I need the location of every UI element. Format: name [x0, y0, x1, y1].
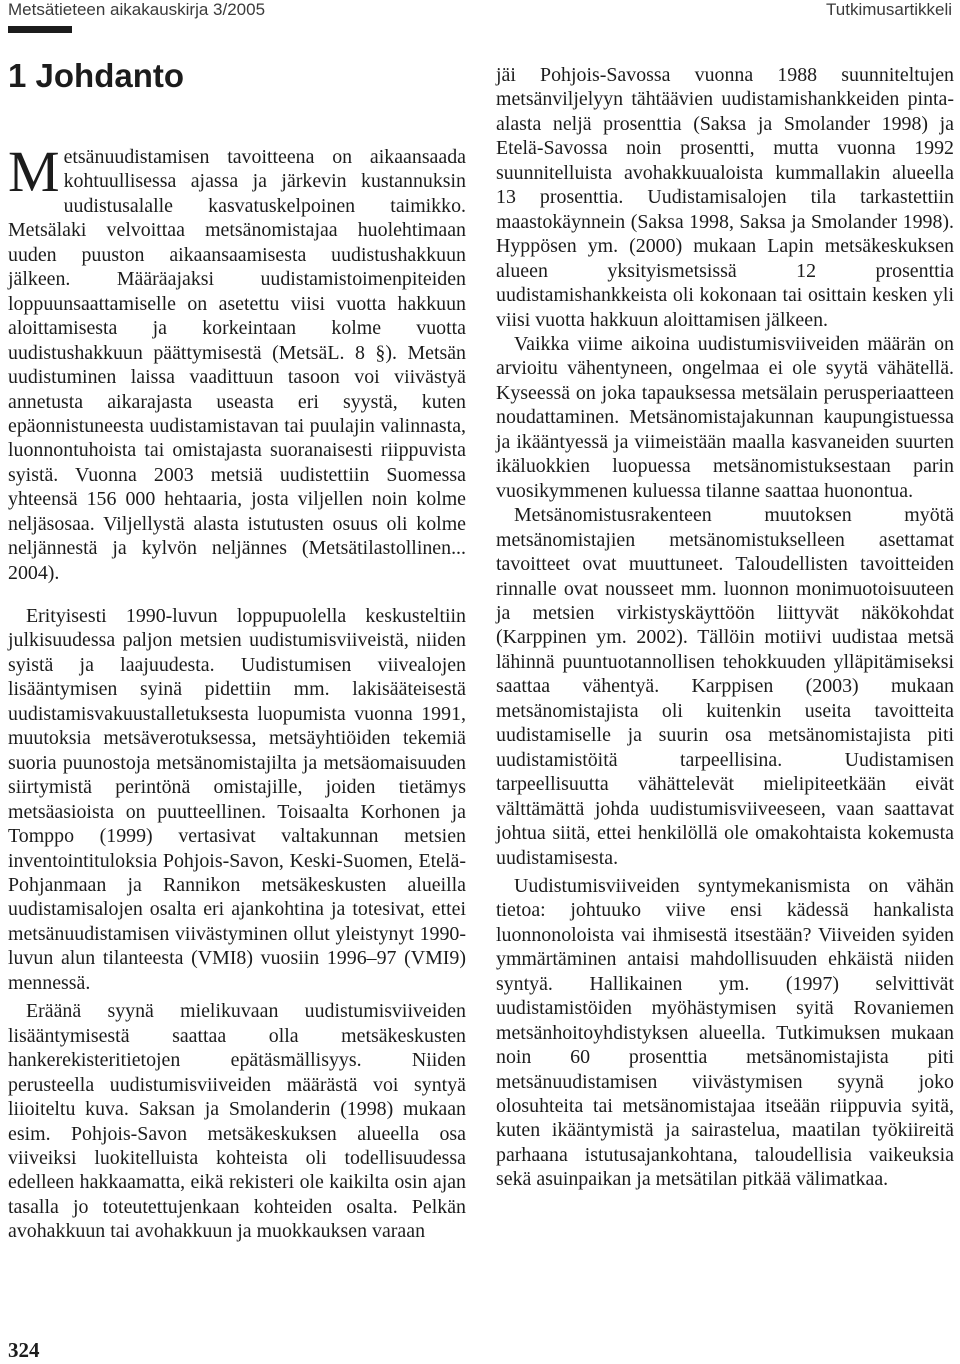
- running-head: [8, 0, 952, 22]
- paragraph-eraana: Eräänä syynä mielikuvaan uudistumisviiveiden lisääntymisestä saattaa olla metsäkeskusten hankerekisteritietojen epätäsmällisyys. Niiden perusteella uudistumisviiveiden määrästä voi syntyä liioiteltu kuva. Saksan ja Smolanderin (1998) mukaan esim. Pohjois-Savon metsäkeskuksen alueella osa viiveiksi luokitelluista kohteista oli todellisuudessa edelleen hakkaamatta, eikä rekisteri ole kaikilta osin ajan tasalla jo toteutettujenkaan kohteiden osalta. Pelkän avohakkuun tai avohakkuun ja muokkauksen varaan: [8, 1000, 466, 1243]
- paragraph-erityisesti: Erityisesti 1990-luvun loppupuolella keskusteltiin julkisuudessa paljon metsien uudistumisviiveistä, niiden syistä ja laajuudesta. Uudistumisen viivealojen lisääntymisen syinä pidettiin mm. lakisääteisestä uudistamisvakuustalletuksesta luopumista vuonna 1991, muutoksia metsäverotuksessa, metsäyhtiöiden tekemiä suoria puunostoja metsänomistajilta ja metsäomaisuuden siirtymistä perintönä omistajille, joiden tietämys metsäasioista on puutteellinen. Toisaalta Korhonen ja Tomppo (1999) vertasivat valtakunnan metsien inventointituloksia Pohjois-Savon, Keski-Suomen, Etelä-Pohjanmaan ja Rannikon metsäkeskusten alueilla uudistamisalojen osalta eri ajankohtina ja totesivat, ettei metsänuudistamisen viivästyminen ollut yleistynyt 1990-luvun alun tilanteesta (VMI8) vuosiin 1996–97 (VMI9) mennessä.: [8, 605, 466, 994]
- paragraph-vaikka: Vaikka viime aikoina uudistumisviiveiden määrän on arvioitu vähentyneen, ongelmaa ei ole syytä vähätellä. Kyseessä on joka tapauksessa metsälain perusperiaatteen noudattaminen. Metsänomistajakunnan kaupungistuessa ja ikääntyessä ja viimeistään maalla kasvaneiden suurten ikäluokkien luopuessa metsänomistuksestaan parin vuosikymmenen kuluessa tilanne saattaa huonontua.: [496, 332, 954, 502]
- article-type: Tutkimusartikkeli: [826, 0, 952, 19]
- intro-paragraph-text: etsänuudistamisen tavoitteena on aikaansaada kohtuullisessa ajassa ja järkevin kustannuksin uudistusalalle kasvatuskelpoinen taimikko. Metsälaki velvoittaa metsänomistajaa huolehtimaan uuden puuston aikaansaamisesta uudistushakkuun jälkeen. Määräajaksi uudistamistoimenpiteiden loppuunsaattamiselle on asetettu viisi vuotta hakkuun aloittamisesta ja korkeintaan kolme vuotta uudistushakkuun päättymisestä (MetsäL. 8 §). Metsän uudistuminen laissa vaadittuun tasoon voi viivästyä annetusta aikarajasta useasta eri syystä, kuten epäonnistuneesta uudistamistavan tai puulajin valinnasta, luonnontuhoista tai omistajasta suoranaisesti riippuvista syistä. Vuonna 2003 metsiä uudistettiin Suomessa yhteensä 156 000 hehtaaria, josta viljellen noin kolme neljäsosaa. Viljellystä alasta istutusten osuus oli kolme neljännestä ja kylvön neljännes (Metsätilastollinen... 2004).: [8, 146, 466, 584]
- journal-title: Metsätieteen aikakauskirja 3/2005: [8, 0, 266, 19]
- paragraph-metsanomistusrakenteen: Metsänomistusrakenteen muutoksen myötä metsänomistajien metsänomistukselleen asettamat tavoitteet ovat muuttuneet. Taloudellisten tavoitteiden rinnalle ovat nousseet mm. luonnon monimuotoisuuteen ja metsien virkistyskäyttöön liittyvät näkökohdat (Karppinen ym. 2002). Tällöin motiivi uudistaa metsä lähinnä puuntuotannollisen tehokkuuden ylläpitämiseksi saattaa vähentyä. Karppisen (2003) mukaan metsänomistajista oli kuitenkin useita tavoitteita uudistamiselle ja suurin osa metsänomistajista piti uudistamistöitä tarpeellisina. Uudistamisen tarpeellisuutta vähättelevät mielipiteetkään eivät välttämättä johda uudistumisviiveeseen, vaan saattavat johtua siitä, ettei henkilöllä ole omakohtaista kokemusta uudistamisesta.: [496, 504, 954, 869]
- header-rule: [8, 26, 72, 33]
- left-column-flow: [8, 604, 466, 1244]
- section-title: 1 Johdanto: [8, 57, 185, 94]
- paragraph-continued: jäi Pohjois-Savossa vuonna 1988 suunniteltujen metsänviljelyyn tähtäävien uudistamishankkeiden pinta-alasta neljä prosenttia (Saksa ja Smolander 1998) ja Etelä-Savossa noin prosentti, mutta vuonna 1992 suunnitelluista avohakkuualoista kummallakin alueella 13 prosenttia. Uudistamisalojen tila tarkastettiin maastokäynnein (Saksa 1998, Saksa ja Smolander 1998). Hyppösen ym. (2000) mukaan Lapin metsäkeskuksen alueen yksityismetsissä 12 prosenttia uudistamishankkeista oli kokonaan tai osittain kesken yli viisi vuotta hakkuun aloittamisen jälkeen.: [496, 64, 954, 331]
- intro-paragraph: [8, 139, 466, 585]
- drop-cap: M: [8, 139, 60, 204]
- paragraph-syntymekanismi: Uudistumisviiveiden syntymekanismista on vähän tietoa: johtuuko viive ensi kädessä hankalista luonnonoloista vai ihmisestä itsestään? Viiveiden syiden ymmärtäminen antaisi mahdollisuuden ehkäistä niiden syntyä. Hallikainen ym. (1997) selvittivät uudistamistöiden myöhästymisen syitä Rovaniemen metsänhoitoyhdistyksen alueella. Tutkimuksen mukaan noin 60 prosenttia metsänomistajista piti metsänuudistamisen viivästymisen syynä joko olosuhteita tai metsänomistajaa itseään riippuvia syitä, kuten ikääntymistä ja sairastelua, maatilan työkiireitä parhaana istutusajankohtana, taloudellisia vaikeuksia sekä asuinpaikan ja metsätilan pitkää välimatkaa.: [496, 874, 954, 1191]
- right-column-flow: [496, 63, 954, 1192]
- page-number: 324: [8, 1338, 40, 1362]
